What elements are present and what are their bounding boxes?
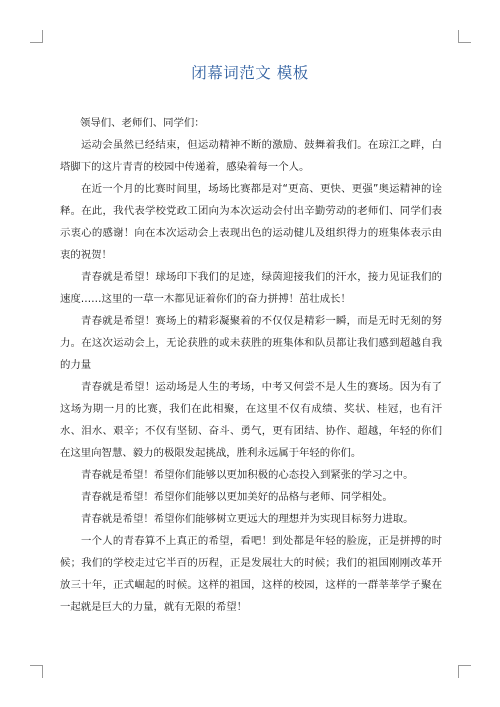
document-body [60,112,442,618]
crop-mark-bottom-right [458,665,471,678]
document-title: 闭幕词范文 模板 [191,64,309,82]
crop-mark-top-right [458,30,471,43]
paragraph-9: 一个人的青春算不上真正的希望，看吧！到处都是年轻的脸庞，正是拼搏的时候；我们的学校走过它半百的历程，正是发展壮大的时候；我们的祖国刚刚改革开放三十年，正式崛起的时候。这样的祖国，这样的校园，这样的一群莘莘学子聚在一起就是巨大的力量，就有无限的希望！ [60,535,442,613]
paragraph-3: 青春就是希望！球场印下我们的足迹，绿茵迎接我们的汗水，接力见证我们的速度……这里的一草一木都见证着你们的奋力拼搏！茁壮成长！ [60,271,442,305]
crop-mark-bottom-left [30,665,43,678]
salutation: 领导们、老师们、同学们： [80,117,205,129]
paragraph-7: 青春就是希望！希望你们能够以更加美好的品格与老师、同学相处。 [81,491,393,503]
paragraph-4: 青春就是希望！赛场上的精彩凝聚着的不仅仅是精彩一瞬，而是无时无刻的努力。在这次运动会上，无论获胜的或未获胜的班集体和队员都让我们感到超越自我的力量 [60,315,442,371]
paragraph-2: 在近一个月的比赛时间里，场场比赛都是对“更高、更快、更强”奥运精神的诠释。在此，我代表学校党政工团向为本次运动会付出辛勤劳动的老师们、同学们表示衷心的感谢！向在本次运动会上表现出色的运动健儿及组织得力的班集体表示由衷的祝贺！ [60,183,442,261]
paragraph-5: 青春就是希望！运动场是人生的考场，中考又何尝不是人生的赛场。因为有了这场为期一月的比赛，我们在此相聚，在这里不仅有成绩、奖状、桂冠，也有汗水、泪水、艰辛；不仅有坚韧、奋斗、勇气，更有团结、协作、超越，年轻的你们在这里向智慧、毅力的极限发起挑战，胜利永远属于年轻的你们。 [60,381,442,459]
paragraph-8: 青春就是希望！希望你们能够树立更远大的理想并为实现目标努力进取。 [81,513,414,525]
paragraph-1: 运动会虽然已经结束，但运动精神不断的激励、鼓舞着我们。在琼江之畔，白塔脚下的这片青青的校园中传递着，感染着每一个人。 [60,139,442,173]
crop-mark-top-left [30,30,43,43]
paragraph-6: 青春就是希望！希望你们能够以更加积极的心态投入到紧张的学习之中。 [81,469,414,481]
